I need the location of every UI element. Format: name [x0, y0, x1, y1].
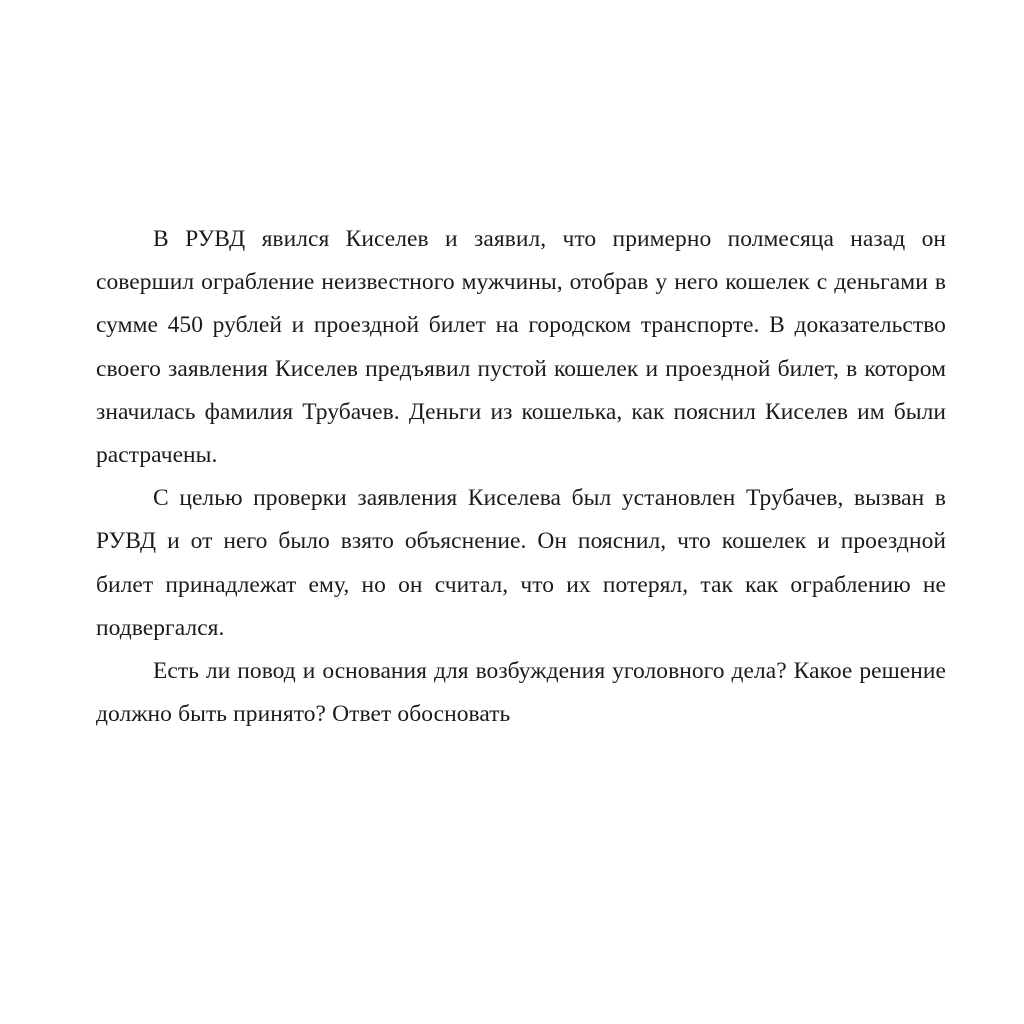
document-text-body [96, 218, 946, 736]
paragraph-3: Есть ли повод и основания для возбуждения уголовного дела? Какое решение должно быть принято? Ответ обосновать [96, 658, 946, 728]
paragraph-1: В РУВД явился Киселев и заявил, что примерно полмесяца назад он совершил ограбление неизвестного мужчины, отобрав у него кошелек с деньгами в сумме 450 рублей и проездной билет на городском транспорте. В доказательство своего заявления Киселев предъявил пустой кошелек и проездной билет, в котором значилась фамилия Трубачев. Деньги из кошелька, как пояснил Киселев им были растрачены. [96, 226, 946, 469]
paragraph-2: С целью проверки заявления Киселева был установлен Трубачев, вызван в РУВД и от него было взято объяснение. Он пояснил, что кошелек и проездной билет принадлежат ему, но он считал, что их потерял, так как ограблению не подвергался. [96, 485, 946, 641]
